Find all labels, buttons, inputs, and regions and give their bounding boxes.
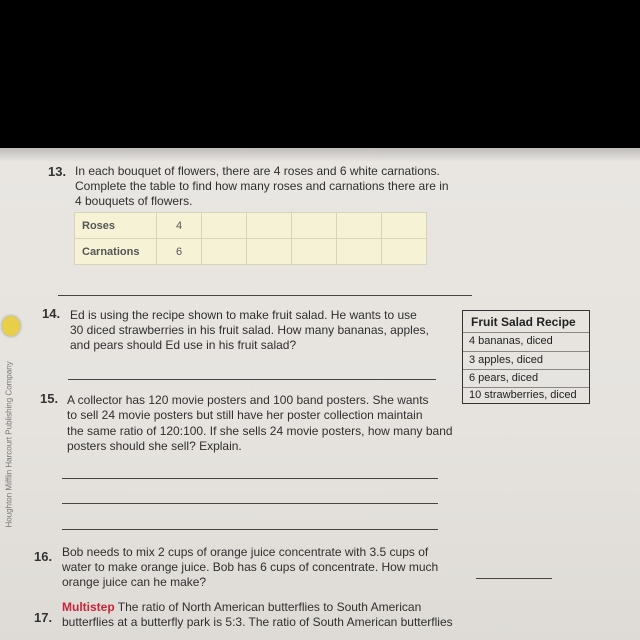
page-shadow xyxy=(0,148,640,162)
q13-answer-line[interactable] xyxy=(58,295,472,296)
carnations-cell-4[interactable] xyxy=(292,239,337,265)
table-row-roses xyxy=(75,213,427,239)
roses-cell-6[interactable] xyxy=(382,213,427,239)
q17-number: 17. xyxy=(34,610,53,625)
q16-line-2: water to make orange juice. Bob has 6 cups of concentrate. How much xyxy=(62,560,439,574)
recipe-divider xyxy=(463,387,589,388)
q14-line-1: Ed is using the recipe shown to make fruit salad. He wants to use xyxy=(70,308,417,322)
binder-hole-tab xyxy=(2,316,20,336)
recipe-item: 3 apples, diced xyxy=(469,354,543,366)
carnations-cell-5[interactable] xyxy=(337,239,382,265)
q17-line-1 xyxy=(62,600,421,615)
roses-value-1: 4 xyxy=(157,213,202,239)
q13-number: 13. xyxy=(48,164,67,179)
carnations-cell-3[interactable] xyxy=(247,239,292,265)
carnations-cell-2[interactable] xyxy=(202,239,247,265)
q17-line-2: butterflies at a butterfly park is 5:3. The ratio of South American butterflies xyxy=(62,615,453,629)
recipe-item: 10 strawberries, diced xyxy=(469,389,577,401)
table-row-carnations xyxy=(75,239,427,265)
q14-line-2: 30 diced strawberries in his fruit salad. How many bananas, apples, xyxy=(70,323,429,337)
q13-ratio-table xyxy=(74,212,427,265)
worksheet-page xyxy=(0,148,640,640)
q16-number: 16. xyxy=(34,549,53,564)
roses-cell-5[interactable] xyxy=(337,213,382,239)
q15-answer-line-2[interactable] xyxy=(62,503,438,504)
recipe-divider xyxy=(463,332,589,333)
roses-cell-3[interactable] xyxy=(247,213,292,239)
q15-number: 15. xyxy=(40,391,59,406)
q15-line-1: A collector has 120 movie posters and 100 band posters. She wants xyxy=(67,393,429,407)
q17-line-1-text: The ratio of North American butterflies to South American xyxy=(117,600,422,614)
q15-line-2: to sell 24 movie posters but still have her poster collection maintain xyxy=(67,408,423,422)
q13-line-3: 4 bouquets of flowers. xyxy=(75,194,193,208)
recipe-divider xyxy=(463,369,589,370)
q14-number: 14. xyxy=(42,306,61,321)
q15-line-4: posters should she sell? Explain. xyxy=(67,439,242,453)
fruit-salad-recipe-box xyxy=(462,310,590,404)
multistep-label: Multistep xyxy=(62,600,115,614)
q16-answer-line[interactable] xyxy=(476,578,552,579)
roses-label: Roses xyxy=(75,213,157,239)
roses-cell-4[interactable] xyxy=(292,213,337,239)
q13-line-1: In each bouquet of flowers, there are 4 roses and 6 white carnations. xyxy=(75,164,440,178)
q16-line-1: Bob needs to mix 2 cups of orange juice concentrate with 3.5 cups of xyxy=(62,545,429,559)
carnations-label: Carnations xyxy=(75,239,157,265)
carnations-cell-6[interactable] xyxy=(382,239,427,265)
q15-answer-line-3[interactable] xyxy=(62,529,438,530)
q13-line-2: Complete the table to find how many roses and carnations there are in xyxy=(75,179,449,193)
carnations-value-1: 6 xyxy=(157,239,202,265)
recipe-title: Fruit Salad Recipe xyxy=(471,315,576,329)
publisher-credit: Houghton Mifflin Harcourt Publishing Company xyxy=(4,361,14,528)
q15-answer-line-1[interactable] xyxy=(62,478,438,479)
recipe-item: 6 pears, diced xyxy=(469,372,539,384)
q16-line-3: orange juice can he make? xyxy=(62,575,207,589)
roses-cell-2[interactable] xyxy=(202,213,247,239)
recipe-divider xyxy=(463,351,589,352)
q15-line-3: the same ratio of 120:100. If she sells 24 movie posters, how many band xyxy=(67,424,453,438)
q14-line-3: and pears should Ed use in his fruit salad? xyxy=(70,338,297,352)
recipe-item: 4 bananas, diced xyxy=(469,335,553,347)
q14-answer-line[interactable] xyxy=(68,379,436,380)
